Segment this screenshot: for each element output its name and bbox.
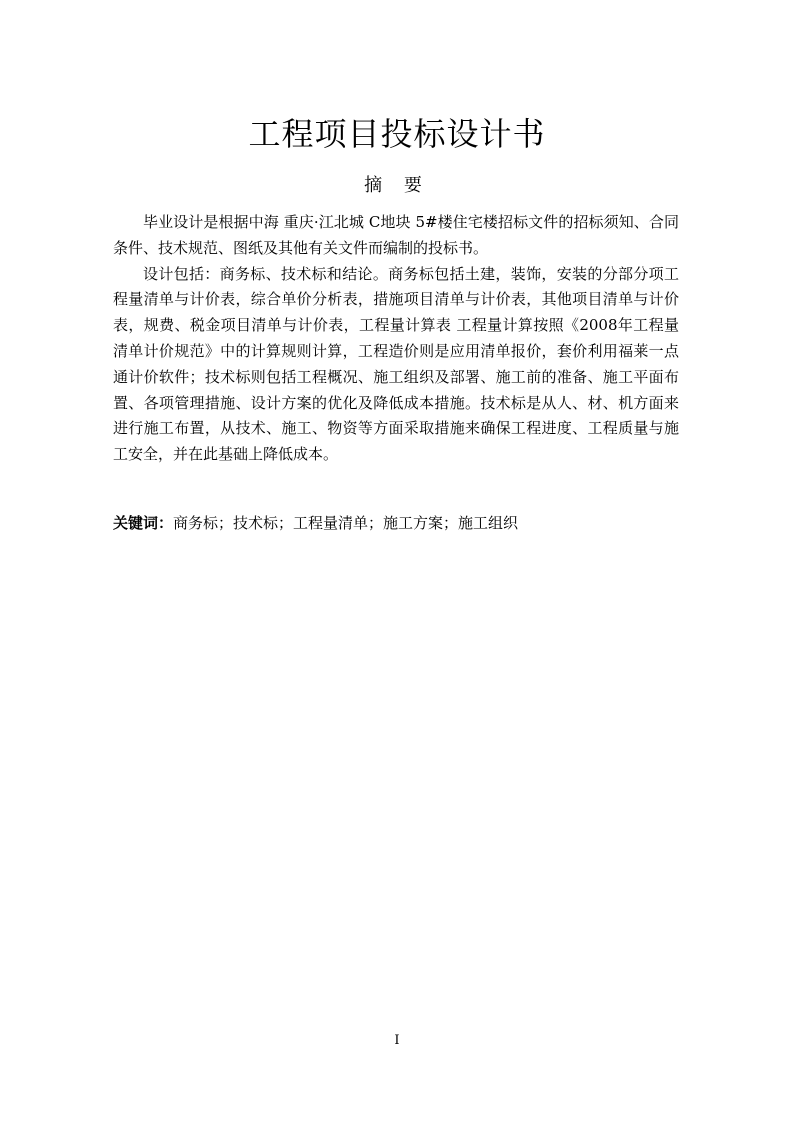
abstract-paragraph-2: 设计包括：商务标、技术标和结论。商务标包括土建，装饰，安装的分部分项工程量清单与计价表，综合单价分析表，措施项目清单与计价表，其他项目清单与计价表，规费、税金项目清单与计价表，工程量计算表 工程量计算按照《2008年工程量清单计价规范》中的计算规则计算，工程造价则是应用清单报价，套价利用福莱一点通计价软件；技术标则包括工程概况、施工组织及部署、施工前的准备、施工平面布置、各项管理措施、设计方案的优化及降低成本措施。技术标是从人、材、机方面来进行施工布置，从技术、施工、物资等方面采取措施来确保工程进度、工程质量与施工安全，并在此基础上降低成本。 xyxy=(113,264,679,464)
page-title: 工程项目投标设计书 xyxy=(248,115,546,153)
abstract-heading: 摘 要 xyxy=(364,175,430,196)
abstract-paragraph-1: 毕业设计是根据中海 重庆·江北城 C地块 5#楼住宅楼招标文件的招标须知、合同条件、技术规范、图纸及其他有关文件而编制的投标书。 xyxy=(113,213,679,257)
keywords-line xyxy=(113,511,679,535)
keywords-label: 关键词： xyxy=(113,514,174,532)
page-number: I xyxy=(394,1033,400,1048)
abstract-body xyxy=(113,210,679,468)
keywords-text: 商务标；技术标；工程量清单；施工方案；施工组织 xyxy=(173,514,519,532)
